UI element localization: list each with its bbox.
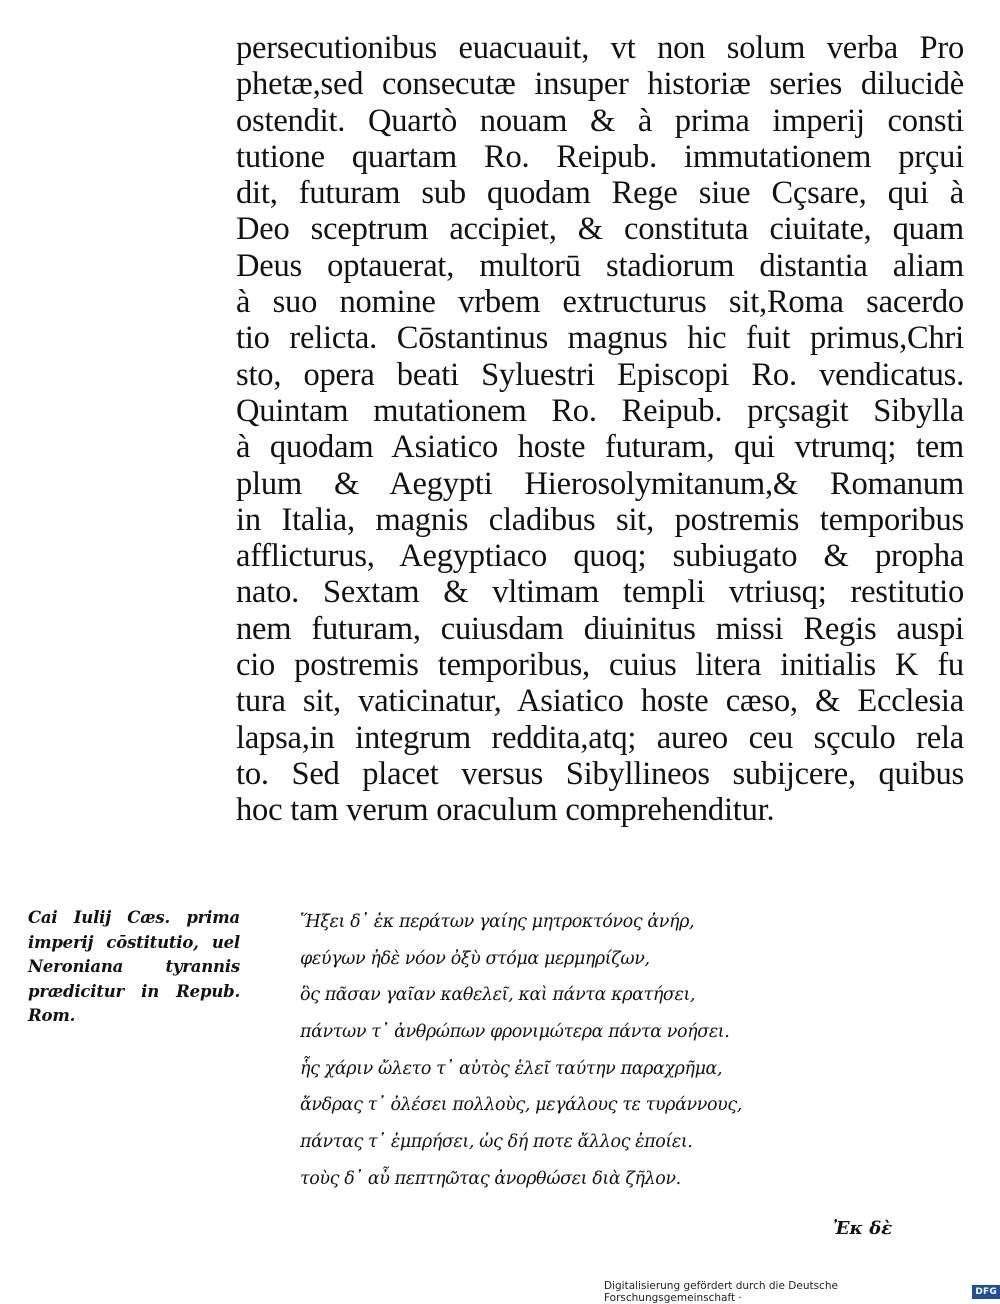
greek-verse-line: τοὺς δ᾽ αὖ πεπτηῶτας ἀνορθώσει διὰ ζῆλον. <box>300 1168 681 1189</box>
body-line: Deus optauerat, multorū stadiorum distantia aliam <box>236 247 964 284</box>
greek-verse-line: Ἥξει δ᾽ ἐκ περάτων γαίης μητροκτόνος ἀνήρ, <box>300 912 695 932</box>
marginal-note <box>28 906 240 1029</box>
body-line: to. Sed placet versus Sibyllineos subijcere, quibus <box>236 755 964 792</box>
body-line: plum & Aegypti Hierosolymitanum,& Romanum <box>236 465 964 502</box>
margin-note-line: prædicitur in Repub. <box>28 981 240 1001</box>
body-line: tura sit, vaticinatur, Asiatico hoste cæso, & Ecclesia <box>236 683 964 720</box>
greek-verse-line: ὃς πᾶσαν γαῖαν καθελεῖ, καὶ πάντα κρατήσει, <box>300 985 696 1006</box>
greek-verse-block <box>300 904 820 1198</box>
body-line: persecutionibus euacuauit, vt non solum verba Pro <box>236 30 964 66</box>
greek-verse-line: φεύγων ἠδὲ νόον ὀξὺ στόμα μερμηρίζων, <box>300 948 650 969</box>
greek-verse-line: πάντων τ᾽ ἀνθρώπων φρονιμώτερα πάντα νοήσει. <box>300 1022 730 1043</box>
body-line: lapsa,in integrum reddita,atq; aureo ceu sçculo rela <box>236 719 964 756</box>
footer-credit-text: Digitalisierung gefördert durch die Deutsche Forschungsgemeinschaft · <box>604 1280 838 1304</box>
catchword: Ἐκ δὲ <box>833 1218 893 1239</box>
body-line: Deo sceptrum accipiet, & constituta ciuitate, quam <box>236 211 964 248</box>
body-line: sto, opera beati Syluestri Episcopi Ro. vendicatus. <box>236 356 964 393</box>
body-line: afflicturus, Aegyptiaco quoq; subiugato & propha <box>236 538 964 575</box>
body-line: phetæ,sed consecutæ insuper historiæ series dilucidè <box>236 66 964 103</box>
margin-note-line: Rom. <box>28 1006 76 1025</box>
body-line: ostendit. Quartò nouam & à prima imperij consti <box>236 102 964 139</box>
body-line: tutione quartam Ro. Reipub. immutationem prçui <box>236 138 964 175</box>
greek-verse-line: ἄνδρας τ᾽ ὀλέσει πολλοὺς, μεγάλους τε τυράννους, <box>300 1095 742 1116</box>
body-line: in Italia, magnis cladibus sit, postremis temporibus <box>236 501 964 538</box>
greek-verse-line: πάντας τ᾽ ἐμπρήσει, ὡς δή ποτε ἄλλος ἐποίει. <box>300 1132 693 1153</box>
digitization-footer <box>604 1280 1000 1304</box>
body-line: cio postremis temporibus, cuius litera initialis K fu <box>236 647 964 684</box>
body-line: Quintam mutationem Ro. Reipub. prçsagit Sibylla <box>236 392 964 429</box>
dfg-logo-icon: DFG <box>972 1285 1000 1299</box>
main-text-block <box>236 30 964 829</box>
margin-note-line: Neroniana tyrannis <box>28 957 240 976</box>
body-line: hoc tam verum oraculum comprehenditur. <box>236 792 775 829</box>
body-line: à quodam Asiatico hoste futuram, qui vtrumq; tem <box>236 429 964 466</box>
body-line: nato. Sextam & vltimam templi vtriusq; restitutio <box>236 574 964 611</box>
margin-note-line: imperij cōstitutio, uel <box>28 932 240 952</box>
greek-verse-line: ἧς χάριν ὤλετο τ᾽ αὐτὸς ἑλεῖ ταύτην παραχρῆμα, <box>300 1058 723 1079</box>
body-line: à suo nomine vrbem extructurus sit,Roma sacerdo <box>236 284 964 321</box>
body-line: dit, futuram sub quodam Rege siue Cçsare, qui à <box>236 175 964 212</box>
margin-note-line: Cai Iulij Cæs. prima <box>28 908 240 927</box>
body-line: nem futuram, cuiusdam diuinitus missi Regis auspi <box>236 610 964 647</box>
body-line: tio relicta. Cōstantinus magnus hic fuit primus,Chri <box>236 320 964 357</box>
